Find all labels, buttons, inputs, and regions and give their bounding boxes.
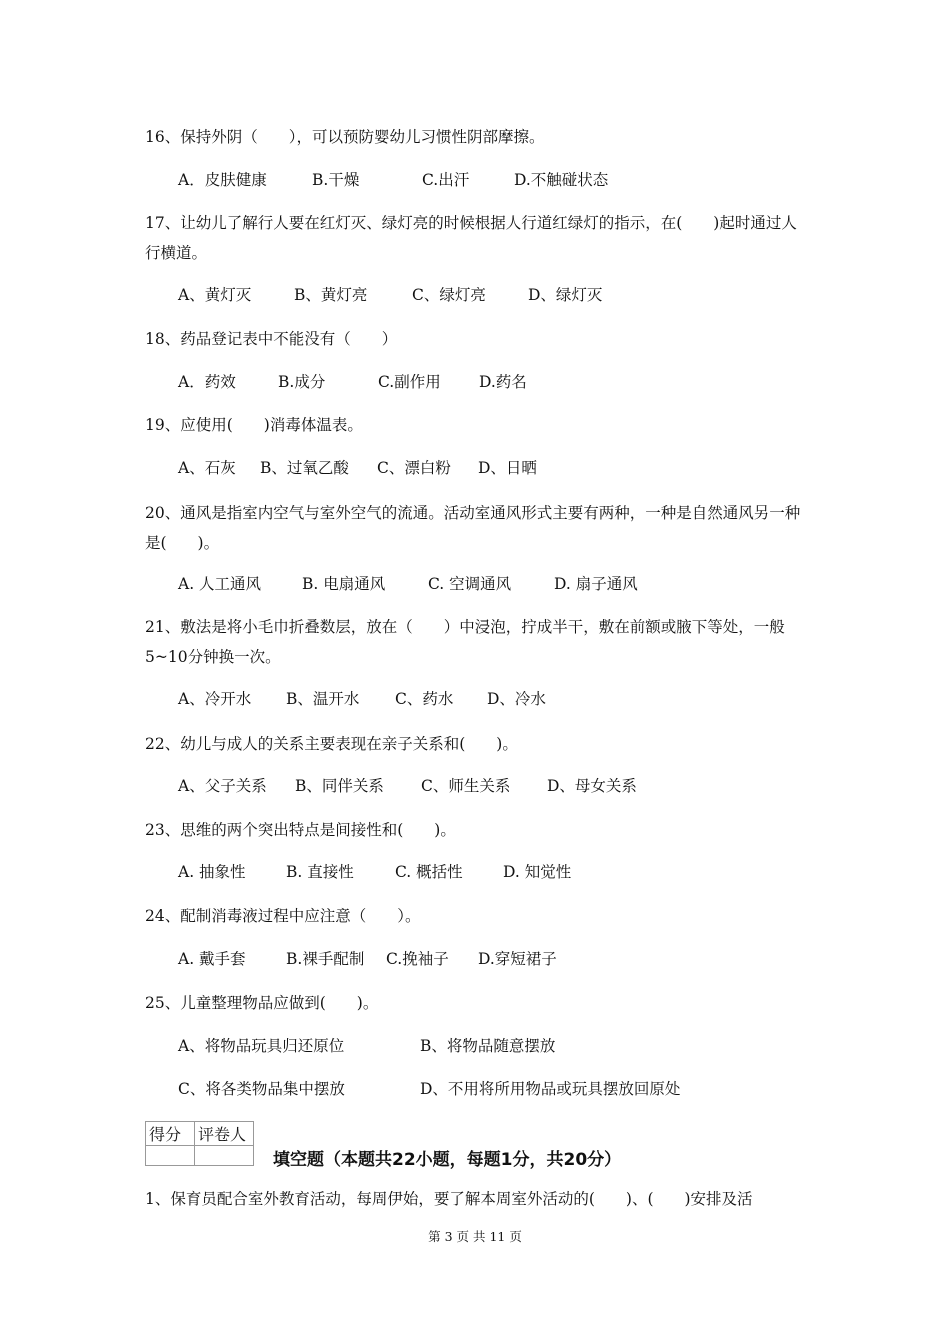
option-c: C、药水 xyxy=(395,690,454,708)
question-25: 25、儿童整理物品应做到( )。 xyxy=(145,994,379,1012)
question-18: 18、药品登记表中不能没有（ ） xyxy=(145,330,398,348)
option-a: A、将物品玩具归还原位 xyxy=(178,1037,345,1055)
option-d: D.穿短裙子 xyxy=(478,950,557,968)
option-b: B. 电扇通风 xyxy=(302,575,386,593)
option-c: C、将各类物品集中摆放 xyxy=(178,1080,345,1098)
question-22: 22、幼儿与成人的关系主要表现在亲子关系和( )。 xyxy=(145,735,518,753)
score-label: 得分 xyxy=(146,1122,195,1146)
section-title: 填空题（本题共22小题，每题1分，共20分） xyxy=(273,1150,622,1170)
option-a: A．皮肤健康 xyxy=(178,171,267,189)
options-25-row1 xyxy=(178,1034,555,1058)
option-b: B、过氧乙酸 xyxy=(260,459,349,477)
question-24: 24、配制消毒液过程中应注意（ ）。 xyxy=(145,907,421,925)
option-b: B.裸手配制 xyxy=(286,950,365,968)
page-footer: 第 3 页 共 11 页 xyxy=(428,1229,522,1244)
question-21: 21、敷法是将小毛巾折叠数层，放在（ ）中浸泡，拧成半干，敷在前额或腋下等处，一般5~10分钟换一次。 xyxy=(145,618,785,666)
question-19: 19、应使用( )消毒体温表。 xyxy=(145,416,363,434)
option-a: A、冷开水 xyxy=(178,690,252,708)
option-d: D. 扇子通风 xyxy=(554,575,638,593)
option-a: A. 戴手套 xyxy=(178,950,246,968)
option-c: C.副作用 xyxy=(378,373,441,391)
option-c: C、师生关系 xyxy=(421,777,511,795)
option-d: D、母女关系 xyxy=(547,777,637,795)
options-23 xyxy=(178,860,571,884)
question-23: 23、思维的两个突出特点是间接性和( )。 xyxy=(145,821,456,839)
option-c: C.出汗 xyxy=(422,171,470,189)
options-16 xyxy=(178,168,608,192)
option-c: C、漂白粉 xyxy=(377,459,451,477)
option-a: A、黄灯灭 xyxy=(178,286,252,304)
options-24 xyxy=(178,947,557,971)
option-b: B. 直接性 xyxy=(286,863,354,881)
fill-question-1: 1、保育员配合室外教育活动，每周伊始，要了解本周室外活动的( )、( )安排及活 xyxy=(145,1190,753,1208)
option-d: D、冷水 xyxy=(487,690,546,708)
question-17: 17、让幼儿了解行人要在红灯灭、绿灯亮的时候根据人行道红绿灯的指示，在( )起时通过人行横道。 xyxy=(145,214,797,262)
options-25-row2 xyxy=(178,1077,680,1101)
option-a: A．药效 xyxy=(178,373,236,391)
question-20: 20、通风是指室内空气与室外空气的流通。活动室通风形式主要有两种，一种是自然通风另一种是( )。 xyxy=(145,504,801,552)
option-b: B.成分 xyxy=(278,373,326,391)
question-16: 16、保持外阴（ ），可以预防婴幼儿习惯性阴部摩擦。 xyxy=(145,128,545,146)
option-c: C. 空调通风 xyxy=(428,575,512,593)
option-a: A、父子关系 xyxy=(178,777,267,795)
option-d: D、不用将所用物品或玩具摆放回原处 xyxy=(420,1080,681,1098)
score-cell xyxy=(146,1146,195,1166)
option-d: D. 知觉性 xyxy=(503,863,572,881)
option-b: B、同伴关系 xyxy=(295,777,384,795)
options-19 xyxy=(178,456,537,480)
option-d: D.药名 xyxy=(479,373,527,391)
grading-box xyxy=(145,1121,254,1166)
options-21 xyxy=(178,687,546,711)
options-17 xyxy=(178,283,602,307)
option-c: C、绿灯亮 xyxy=(412,286,486,304)
reviewer-cell xyxy=(195,1146,254,1166)
options-18 xyxy=(178,370,527,394)
option-a: A. 抽象性 xyxy=(178,863,246,881)
options-20 xyxy=(178,572,638,596)
option-c: C. 概括性 xyxy=(395,863,463,881)
option-d: D、日晒 xyxy=(478,459,537,477)
option-b: B、将物品随意摆放 xyxy=(420,1037,556,1055)
option-a: A、石灰 xyxy=(178,459,236,477)
option-a: A. 人工通风 xyxy=(178,575,262,593)
option-c: C.挽袖子 xyxy=(386,950,449,968)
reviewer-label: 评卷人 xyxy=(195,1122,254,1146)
options-22 xyxy=(178,774,637,798)
option-d: D、绿灯灭 xyxy=(528,286,603,304)
option-b: B、温开水 xyxy=(286,690,360,708)
option-b: B、黄灯亮 xyxy=(294,286,368,304)
option-d: D.不触碰状态 xyxy=(514,171,609,189)
option-b: B.干燥 xyxy=(312,171,360,189)
